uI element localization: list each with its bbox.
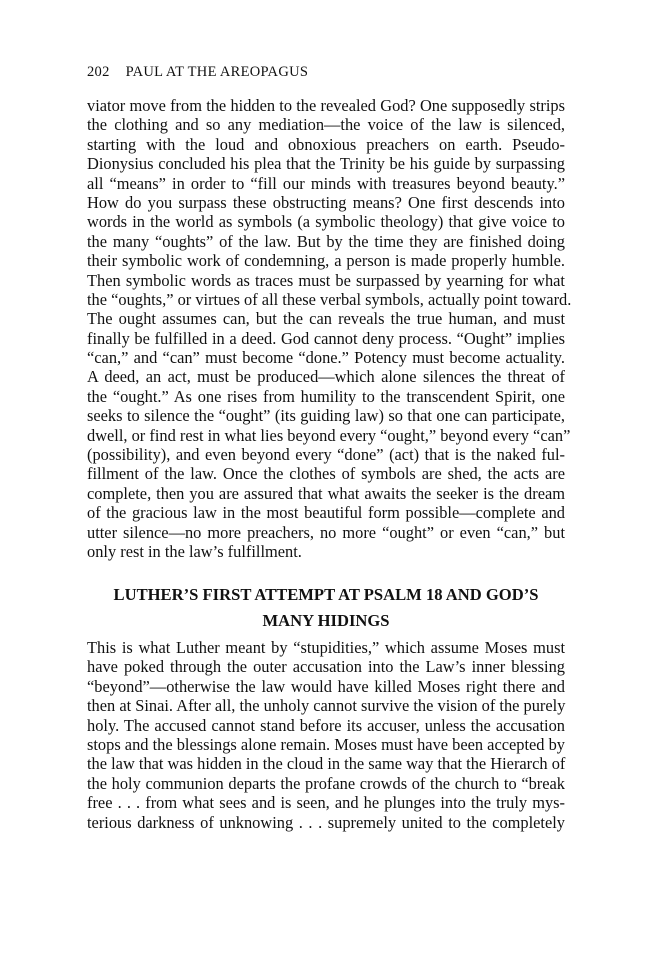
text-line: Then symbolic words as traces must be surpassed by yearning for what (87, 270, 565, 290)
text-line: stops and the blessings alone remain. Moses must have been accepted by (87, 734, 565, 754)
text-line: utter silence—no more preachers, no more “ought” or even “can,” but (87, 522, 565, 542)
text-line: A deed, an act, must be produced—which alone silences the threat of (87, 367, 565, 387)
text-line: the many “oughts” of the law. But by the time they are finished doing (87, 231, 565, 251)
text-line: “can,” and “can” must become “done.” Potency must become actuality. (87, 348, 565, 368)
page-number: 202 (87, 64, 110, 80)
text-line: the law that was hidden in the cloud in the same way that the Hierarch of (87, 754, 566, 774)
section-heading (87, 582, 565, 634)
section-heading-line: MANY HIDINGS (262, 611, 390, 630)
text-line: the “ought.” As one rises from humility to the transcendent Spirit, one (87, 386, 565, 406)
running-title: PAUL AT THE AREOPAGUS (125, 64, 309, 80)
text-line: the “oughts,” or virtues of all these verbal symbols, actually point toward. (87, 289, 572, 309)
text-line: free . . . from what sees and is seen, and he plunges into the truly mys- (87, 793, 565, 813)
text-line: dwell, or find rest in what lies beyond every “ought,” beyond every “can” (87, 425, 571, 445)
text-line: viator move from the hidden to the revealed God? One supposedly strips (87, 96, 565, 115)
text-line: Dionysius concluded his plea that the Trinity be his guide by surpassing (87, 154, 565, 174)
text-line: terious darkness of unknowing . . . supremely united to the completely (87, 812, 565, 832)
text-line: How do you surpass these obstructing means? One first descends into (87, 192, 565, 212)
text-line: the holy communion departs the profane crowds of the church to “break (87, 773, 565, 793)
text-line: finally be fulfilled in a deed. God cannot deny process. “Ought” implies (87, 328, 565, 348)
text-line: The ought assumes can, but the can reveals the true human, and must (87, 309, 565, 329)
text-line: This is what Luther meant by “stupidities,” which assume Moses must (87, 638, 565, 657)
text-line: only rest in the law’s fulfillment. (87, 541, 302, 561)
text-line: complete, then you are assured that what awaits the seeker is the dream (87, 483, 565, 503)
text-line: of the gracious law in the most beautiful form possible—complete and (87, 503, 565, 523)
text-line: their symbolic work of condemning, a person is made properly humble. (87, 251, 565, 271)
text-line: starting with the loud and obnoxious preachers on earth. Pseudo- (87, 134, 565, 154)
text-line: the clothing and so any mediation—the voice of the law is silenced, (87, 115, 565, 135)
text-line: “beyond”—otherwise the law would have killed Moses right there and (87, 676, 565, 696)
section-heading-line: LUTHER’S FIRST ATTEMPT AT PSALM 18 AND GOD’S (113, 585, 539, 604)
text-line: seeks to silence the “ought” (its guiding law) so that one can participate, (87, 406, 565, 426)
text-line: words in the world as symbols (a symbolic theology) that give voice to (87, 212, 565, 232)
text-line: all “means” in order to “fill our minds with treasures beyond beauty.” (87, 173, 565, 193)
text-line: then at Sinai. After all, the unholy cannot survive the vision of the purely (87, 696, 566, 716)
body-paragraph-2 (87, 638, 565, 832)
text-line: have poked through the outer accusation into the Law’s inner blessing (87, 657, 565, 677)
text-line: (possibility), and even beyond every “done” (act) that is the naked ful- (87, 445, 565, 465)
running-header (87, 64, 308, 81)
text-line: fillment of the law. Once the clothes of symbols are shed, the acts are (87, 464, 565, 484)
text-line: holy. The accused cannot stand before its accuser, unless the accusation (87, 715, 565, 735)
body-paragraph-1 (87, 96, 572, 561)
